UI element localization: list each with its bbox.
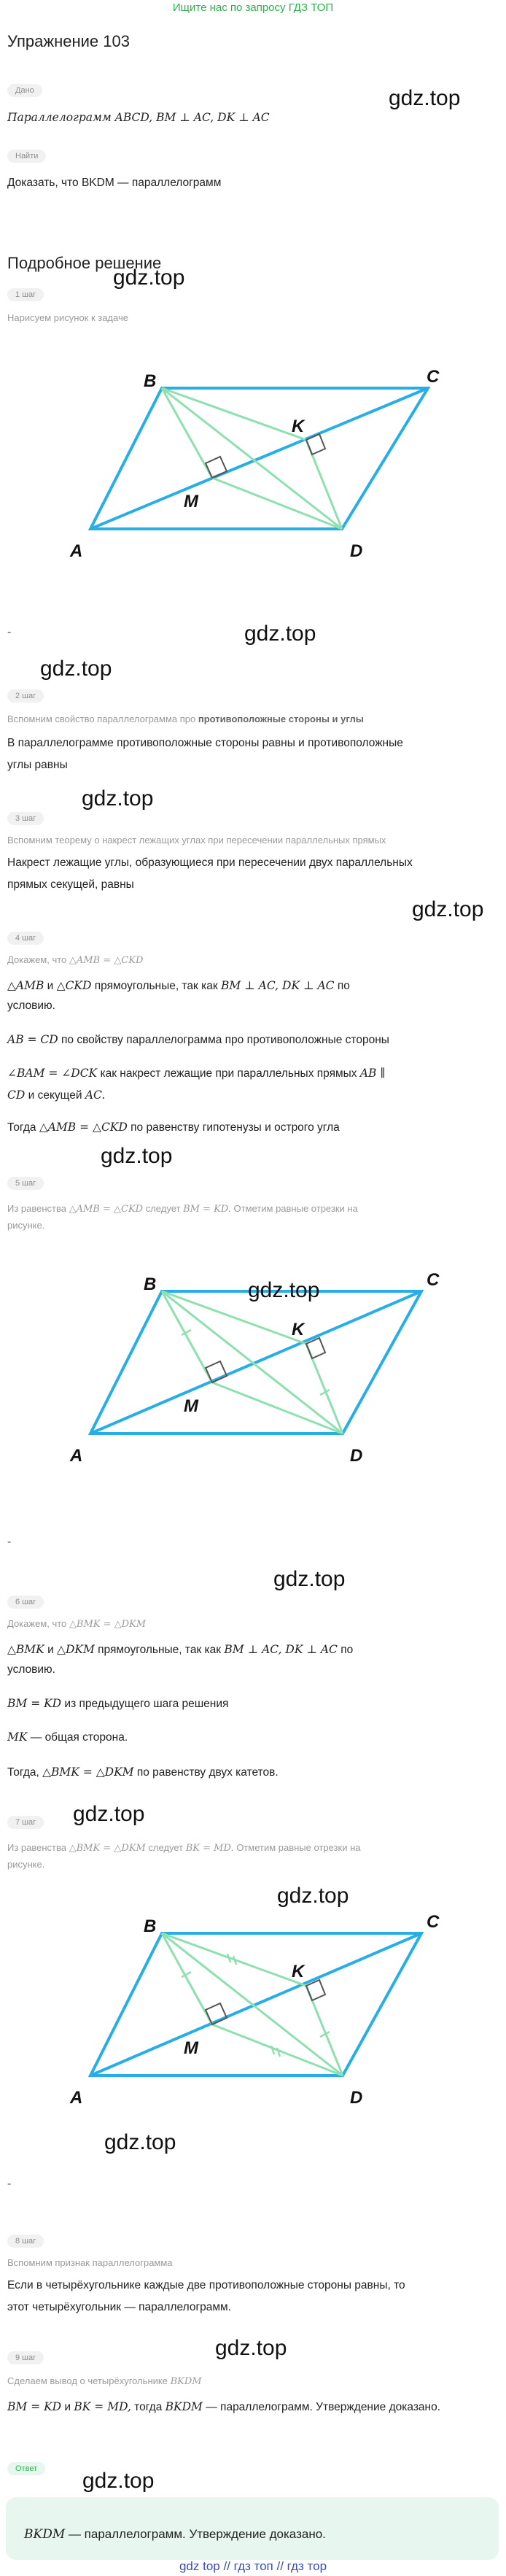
watermark: gdz.top <box>104 2130 176 2154</box>
label-A: A <box>70 1446 83 1466</box>
step-6-line-1b: условию. <box>7 1663 55 1676</box>
label-K: K <box>292 1320 305 1339</box>
watermark: gdz.top <box>248 1278 320 1302</box>
step-6-line-4: Тогда, △BMK = △DKM по равенству двух катетов. <box>7 1765 279 1779</box>
label-M: M <box>184 1396 198 1416</box>
watermark: gdz.top <box>82 2469 155 2493</box>
step-4-note: Докажем, что △AMB = △CKD <box>7 954 144 966</box>
watermark: gdz.top <box>215 2336 287 2360</box>
label-D: D <box>350 2088 363 2108</box>
page-title: Упражнение 103 <box>7 32 130 50</box>
watermark: gdz.top <box>101 1144 173 1168</box>
step-1-note: Нарисуем рисунок к задаче <box>7 312 128 323</box>
label-D: D <box>350 541 363 561</box>
label-D: D <box>350 1446 363 1466</box>
label-M: M <box>184 492 198 511</box>
step-8-text: Если в четырёхугольнике каждые две противоположные стороны равны, то этот четырёхугольник — параллелограмм. <box>7 2279 405 2313</box>
step-8-badge: 8 шаг <box>7 2234 44 2248</box>
given-badge: Дано <box>7 83 42 97</box>
step-6-line-1: △BMK и △DKM прямоугольные, так как BM ⊥ AC, DK ⊥ AC по <box>7 1643 354 1656</box>
watermark: gdz.top <box>244 622 316 646</box>
step-4-badge: 4 шаг <box>7 931 44 945</box>
step-4-line-1b: условию. <box>7 999 55 1012</box>
step-9-note: Сделаем вывод о четырёхугольнике BKDM <box>7 2375 202 2387</box>
separator: - <box>7 626 12 638</box>
label-C: C <box>427 367 440 387</box>
step-1-badge: 1 шаг <box>7 287 44 301</box>
step-2-badge: 2 шаг <box>7 689 44 703</box>
step-2-text: В параллелограмме противоположные стороны равны и противоположные углы равны <box>7 737 403 771</box>
answer-text: BKDM — параллелограмм. Утверждение доказано. <box>24 2527 326 2542</box>
step-3-note: Вспомним теорему о накрест лежащих углах при пересечении параллельных прямых <box>7 835 386 846</box>
watermark: gdz.top <box>412 897 484 921</box>
step-4-line-4: Тогда △AMB = △CKD по равенству гипотенузы и острого угла <box>7 1121 340 1134</box>
watermark: gdz.top <box>40 657 112 681</box>
step-6-note: Докажем, что △BMK = △DKM <box>7 1618 147 1630</box>
label-K: K <box>292 417 305 436</box>
step-9-line-1: BM = KD и BK = MD, тогда BKDM — параллелограмм. Утверждение доказано. <box>7 2400 441 2413</box>
step-6-line-3: MK — общая сторона. <box>7 1730 128 1744</box>
footer-links[interactable]: gdz top // гдз топ // гдз тор <box>179 2559 327 2573</box>
step-7-note: Из равенства △BMK = △DKM следует BK = MD. Отметим равные отрезки на рисунке. <box>7 1842 361 1870</box>
watermark: gdz.top <box>273 1567 346 1591</box>
label-C: C <box>427 1270 440 1290</box>
step-4-line-2: AB = CD по свойству параллелограмма про противоположные стороны <box>7 1033 389 1046</box>
watermark: gdz.top <box>82 786 154 811</box>
separator: - <box>7 1536 12 1548</box>
label-B: B <box>144 371 157 391</box>
step-2-note: Вспомним свойство параллелограмма про противоположные стороны и углы <box>7 713 364 724</box>
step-6-line-2: BM = KD из предыдущего шага решения <box>7 1697 229 1710</box>
label-B: B <box>144 1916 157 1936</box>
watermark: gdz.top <box>113 266 185 290</box>
separator: - <box>7 2178 12 2190</box>
search-hint-link[interactable]: Ищите нас по запросу ГДЗ ТОП <box>172 1 334 14</box>
step-4-line-1: △AMB и △CKD прямоугольные, так как BM ⊥ AC, DK ⊥ AC по <box>7 979 350 992</box>
step-3-badge: 3 шаг <box>7 811 44 825</box>
label-A: A <box>70 541 83 561</box>
label-B: B <box>144 1275 157 1294</box>
label-M: M <box>184 2038 198 2058</box>
watermark: gdz.top <box>277 1884 349 1908</box>
step-5-note: Из равенства △AMB = △CKD следует BM = KD. Отметим равные отрезки на рисунке. <box>7 1203 358 1231</box>
watermark: gdz.top <box>389 86 461 110</box>
solution-title: Подробное решение <box>7 254 162 272</box>
find-text: Доказать, что BKDM — параллелограмм <box>7 177 222 189</box>
label-K: K <box>292 1962 305 1981</box>
step-9-badge: 9 шаг <box>7 2351 44 2364</box>
figure-3 <box>0 1904 506 2123</box>
step-4-line-3: ∠BAM = ∠DCK как накрест лежащие при параллельных прямых AB ∥ <box>7 1067 386 1080</box>
step-4-line-3b: CD и секущей AC. <box>7 1088 106 1102</box>
watermark: gdz.top <box>73 1802 145 1826</box>
label-C: C <box>427 1912 440 1932</box>
step-8-note: Вспомним признак параллелограмма <box>7 2257 173 2268</box>
find-badge: Найти <box>7 149 46 163</box>
given-text: Параллелограмм ABCD, BM ⊥ AC, DK ⊥ AC <box>7 111 270 124</box>
answer-badge: Ответ <box>7 2461 45 2475</box>
figure-1 <box>0 350 506 569</box>
step-3-text: Накрест лежащие углы, образующиеся при пересечении двух параллельных прямых секущей, равны <box>7 856 413 891</box>
step-7-badge: 7 шаг <box>7 1815 44 1829</box>
step-6-badge: 6 шаг <box>7 1595 44 1609</box>
step-5-badge: 5 шаг <box>7 1176 44 1190</box>
label-A: A <box>70 2088 83 2108</box>
